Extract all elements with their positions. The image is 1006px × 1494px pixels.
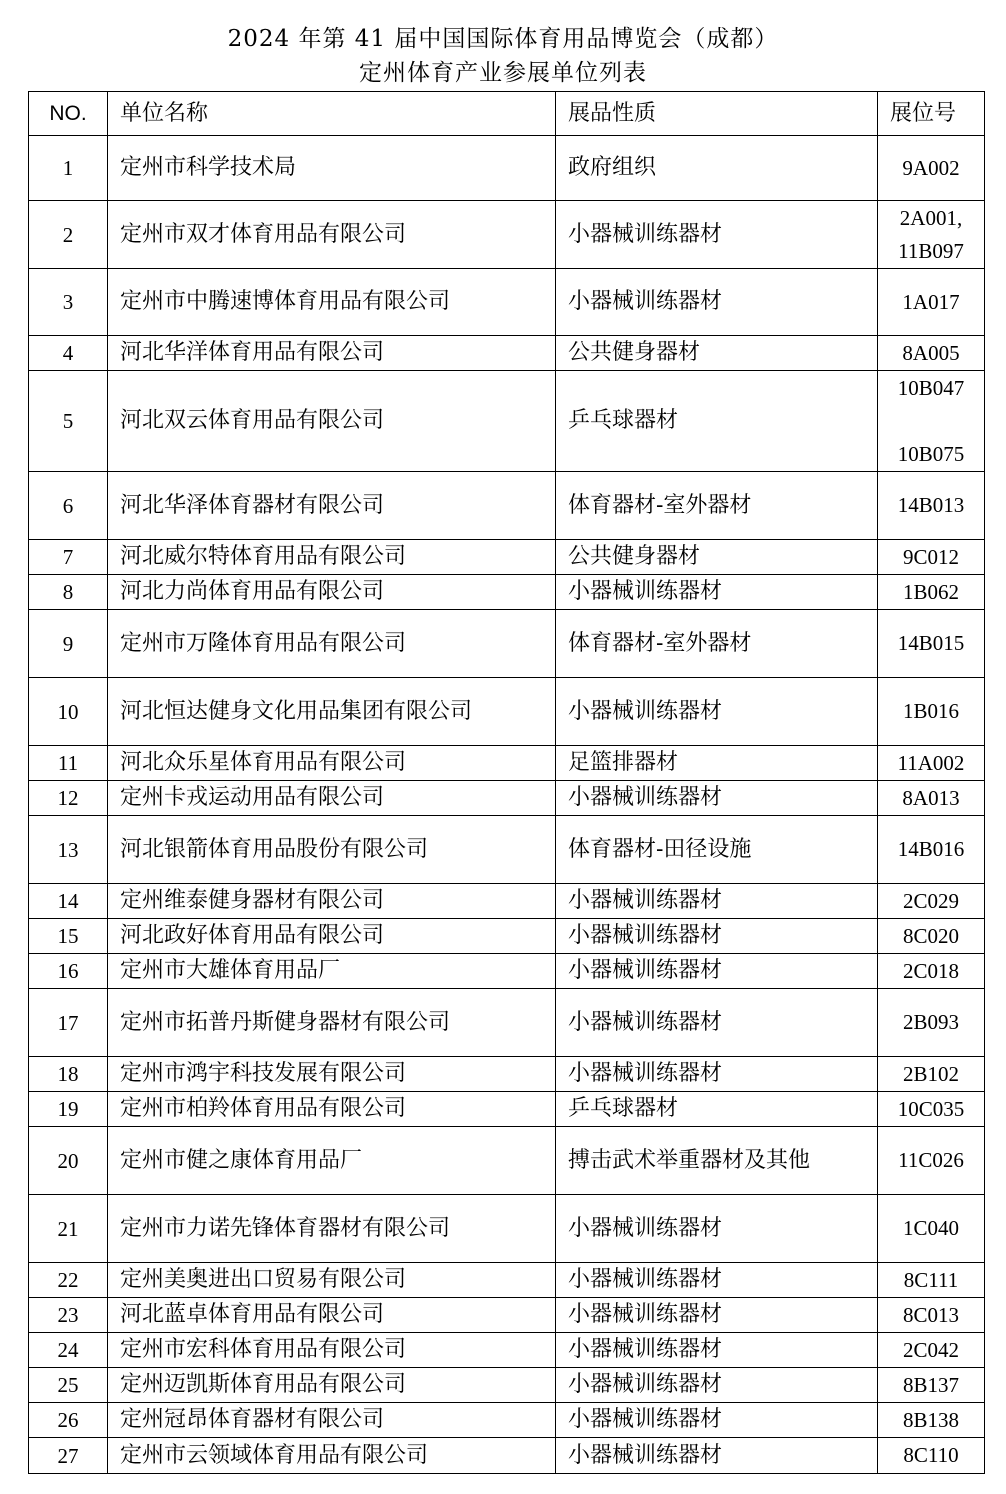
table-row bbox=[29, 1127, 985, 1195]
exhibit-type: 小器械训练器材 bbox=[556, 201, 878, 269]
booth-number bbox=[878, 269, 985, 336]
exhibit-type: 搏击武术举重器材及其他 bbox=[556, 1127, 878, 1195]
exhibit-type: 小器械训练器材 bbox=[556, 1298, 878, 1333]
table-row bbox=[29, 201, 985, 269]
company-name: 定州市柏羚体育用品有限公司 bbox=[108, 1092, 556, 1127]
booth-number bbox=[878, 336, 985, 371]
row-number: 2 bbox=[29, 201, 108, 269]
row-number: 6 bbox=[29, 472, 108, 540]
booth-number-line: 2A001, bbox=[899, 205, 963, 230]
row-number: 7 bbox=[29, 540, 108, 575]
table-row bbox=[29, 136, 985, 201]
exhibit-type: 体育器材-室外器材 bbox=[556, 610, 878, 678]
row-number: 27 bbox=[29, 1438, 108, 1474]
exhibit-type: 小器械训练器材 bbox=[556, 1333, 878, 1368]
table-row bbox=[29, 1333, 985, 1368]
exhibit-type: 小器械训练器材 bbox=[556, 269, 878, 336]
booth-number-line: 10B047 bbox=[897, 375, 965, 400]
booth-number-line: 2B102 bbox=[902, 1061, 959, 1086]
booth-number-line: 10C035 bbox=[897, 1096, 965, 1121]
booth-number bbox=[878, 816, 985, 884]
row-number: 11 bbox=[29, 746, 108, 781]
table-row bbox=[29, 954, 985, 989]
exhibit-type: 足篮排器材 bbox=[556, 746, 878, 781]
table-row bbox=[29, 781, 985, 816]
row-number: 23 bbox=[29, 1298, 108, 1333]
booth-number-line: 8B138 bbox=[902, 1407, 959, 1432]
booth-number-line: 8A013 bbox=[902, 785, 960, 810]
row-number: 20 bbox=[29, 1127, 108, 1195]
booth-number bbox=[878, 201, 985, 269]
booth-number-line: 14B013 bbox=[897, 493, 965, 517]
table-row bbox=[29, 678, 985, 746]
exhibit-type: 公共健身器材 bbox=[556, 336, 878, 371]
company-name: 河北恒达健身文化用品集团有限公司 bbox=[108, 678, 556, 746]
company-name: 河北众乐星体育用品有限公司 bbox=[108, 746, 556, 781]
booth-number-line: 10B075 bbox=[897, 441, 965, 466]
company-name: 河北华洋体育用品有限公司 bbox=[108, 336, 556, 371]
booth-number-line: 2C018 bbox=[902, 958, 959, 983]
table-row bbox=[29, 610, 985, 678]
company-name: 定州市力诺先锋体育器材有限公司 bbox=[108, 1195, 556, 1263]
company-name: 定州市大雄体育用品厂 bbox=[108, 954, 556, 989]
booth-number bbox=[878, 1368, 985, 1403]
exhibit-type: 小器械训练器材 bbox=[556, 575, 878, 610]
booth-number bbox=[878, 472, 985, 540]
table-row bbox=[29, 1403, 985, 1438]
booth-number bbox=[878, 1438, 985, 1474]
booth-number-line: 11B097 bbox=[898, 238, 964, 263]
booth-number bbox=[878, 954, 985, 989]
row-number: 18 bbox=[29, 1057, 108, 1092]
exhibit-type: 体育器材-田径设施 bbox=[556, 816, 878, 884]
row-number: 22 bbox=[29, 1263, 108, 1298]
table-row bbox=[29, 575, 985, 610]
booth-number bbox=[878, 1298, 985, 1333]
header-booth-number: 展位号 bbox=[878, 92, 985, 136]
company-name: 河北威尔特体育用品有限公司 bbox=[108, 540, 556, 575]
booth-number-line: 9C012 bbox=[902, 544, 959, 569]
booth-number bbox=[878, 746, 985, 781]
exhibit-type: 小器械训练器材 bbox=[556, 884, 878, 919]
company-name: 河北力尚体育用品有限公司 bbox=[108, 575, 556, 610]
booth-number bbox=[878, 781, 985, 816]
booth-number bbox=[878, 678, 985, 746]
table-body bbox=[29, 136, 985, 1474]
table-row bbox=[29, 269, 985, 336]
table-row bbox=[29, 746, 985, 781]
header-company-name: 单位名称 bbox=[108, 92, 556, 136]
exhibit-type: 小器械训练器材 bbox=[556, 1368, 878, 1403]
table-row bbox=[29, 1057, 985, 1092]
booth-number-line: 14B015 bbox=[897, 631, 965, 655]
exhibit-type: 小器械训练器材 bbox=[556, 954, 878, 989]
booth-number-line: 11C026 bbox=[898, 1148, 964, 1172]
company-name: 定州市宏科体育用品有限公司 bbox=[108, 1333, 556, 1368]
booth-number-line: 2C042 bbox=[902, 1337, 959, 1362]
booth-number bbox=[878, 540, 985, 575]
booth-number bbox=[878, 610, 985, 678]
row-number: 4 bbox=[29, 336, 108, 371]
company-name: 定州维泰健身器材有限公司 bbox=[108, 884, 556, 919]
company-name: 定州美奥进出口贸易有限公司 bbox=[108, 1263, 556, 1298]
exhibit-type: 政府组织 bbox=[556, 136, 878, 201]
table-row bbox=[29, 540, 985, 575]
company-name: 定州市科学技术局 bbox=[108, 136, 556, 201]
booth-number bbox=[878, 1195, 985, 1263]
table-row bbox=[29, 1298, 985, 1333]
exhibit-type: 乒乓球器材 bbox=[556, 371, 878, 472]
company-name: 定州迈凯斯体育用品有限公司 bbox=[108, 1368, 556, 1403]
exhibit-type: 小器械训练器材 bbox=[556, 1438, 878, 1474]
booth-number-line: 8C020 bbox=[902, 923, 959, 948]
row-number: 24 bbox=[29, 1333, 108, 1368]
booth-number bbox=[878, 1263, 985, 1298]
exhibit-type: 公共健身器材 bbox=[556, 540, 878, 575]
company-name: 河北华泽体育器材有限公司 bbox=[108, 472, 556, 540]
table-row bbox=[29, 336, 985, 371]
booth-number-line bbox=[878, 405, 984, 438]
booth-number-line: 1B016 bbox=[902, 699, 959, 723]
row-number: 9 bbox=[29, 610, 108, 678]
booth-number bbox=[878, 1403, 985, 1438]
document-title: 2024 年第 41 届中国国际体育用品博览会（成都） bbox=[227, 26, 779, 52]
company-name: 定州市云领域体育用品有限公司 bbox=[108, 1438, 556, 1474]
company-name: 河北政好体育用品有限公司 bbox=[108, 919, 556, 954]
company-name: 定州卡戎运动用品有限公司 bbox=[108, 781, 556, 816]
exhibit-type: 体育器材-室外器材 bbox=[556, 472, 878, 540]
row-number: 8 bbox=[29, 575, 108, 610]
company-name: 定州冠昂体育器材有限公司 bbox=[108, 1403, 556, 1438]
exhibit-type: 小器械训练器材 bbox=[556, 1263, 878, 1298]
exhibit-type: 小器械训练器材 bbox=[556, 1195, 878, 1263]
booth-number bbox=[878, 1333, 985, 1368]
booth-number bbox=[878, 1057, 985, 1092]
booth-number-line: 8C013 bbox=[902, 1302, 959, 1327]
booth-number-line: 14B016 bbox=[897, 837, 965, 861]
company-name: 河北蓝卓体育用品有限公司 bbox=[108, 1298, 556, 1333]
row-number: 14 bbox=[29, 884, 108, 919]
row-number: 15 bbox=[29, 919, 108, 954]
table-row bbox=[29, 1263, 985, 1298]
row-number: 13 bbox=[29, 816, 108, 884]
table-row bbox=[29, 472, 985, 540]
booth-number bbox=[878, 136, 985, 201]
booth-number-line: 8C111 bbox=[903, 1267, 959, 1292]
table-row bbox=[29, 1368, 985, 1403]
header-exhibit-type: 展品性质 bbox=[556, 92, 878, 136]
booth-number-line: 1A017 bbox=[902, 289, 960, 314]
row-number: 3 bbox=[29, 269, 108, 336]
row-number: 17 bbox=[29, 989, 108, 1057]
table-row bbox=[29, 1092, 985, 1127]
booth-number bbox=[878, 575, 985, 610]
row-number: 19 bbox=[29, 1092, 108, 1127]
row-number: 10 bbox=[29, 678, 108, 746]
row-number: 1 bbox=[29, 136, 108, 201]
row-number: 16 bbox=[29, 954, 108, 989]
table-row bbox=[29, 884, 985, 919]
booth-number bbox=[878, 371, 985, 472]
table-row bbox=[29, 989, 985, 1057]
exhibit-type: 小器械训练器材 bbox=[556, 919, 878, 954]
row-number: 5 bbox=[29, 371, 108, 472]
exhibit-type: 乒乓球器材 bbox=[556, 1092, 878, 1127]
company-name: 定州市双才体育用品有限公司 bbox=[108, 201, 556, 269]
table-row bbox=[29, 371, 985, 472]
booth-number-line: 8B137 bbox=[902, 1372, 959, 1397]
booth-number bbox=[878, 919, 985, 954]
company-name: 定州市健之康体育用品厂 bbox=[108, 1127, 556, 1195]
booth-number-line: 8A005 bbox=[902, 340, 960, 365]
row-number: 26 bbox=[29, 1403, 108, 1438]
row-number: 12 bbox=[29, 781, 108, 816]
booth-number-line: 2C029 bbox=[902, 888, 959, 913]
company-name: 定州市中腾速博体育用品有限公司 bbox=[108, 269, 556, 336]
table-row bbox=[29, 816, 985, 884]
booth-number-line: 2B093 bbox=[902, 1010, 959, 1034]
booth-number bbox=[878, 989, 985, 1057]
table-row bbox=[29, 1195, 985, 1263]
exhibit-type: 小器械训练器材 bbox=[556, 1403, 878, 1438]
booth-number-line: 1B062 bbox=[902, 579, 959, 604]
company-name: 河北银箭体育用品股份有限公司 bbox=[108, 816, 556, 884]
booth-number bbox=[878, 884, 985, 919]
table-header-row bbox=[29, 92, 985, 136]
exhibit-type: 小器械训练器材 bbox=[556, 678, 878, 746]
table-row bbox=[29, 1438, 985, 1474]
table-row bbox=[29, 919, 985, 954]
exhibitor-table bbox=[28, 91, 985, 1474]
company-name: 定州市拓普丹斯健身器材有限公司 bbox=[108, 989, 556, 1057]
booth-number-line: 9A002 bbox=[902, 155, 960, 180]
document-subtitle: 定州体育产业参展单位列表 bbox=[359, 60, 647, 86]
booth-number-line: 8C110 bbox=[903, 1443, 959, 1467]
exhibit-type: 小器械训练器材 bbox=[556, 781, 878, 816]
booth-number bbox=[878, 1127, 985, 1195]
row-number: 21 bbox=[29, 1195, 108, 1263]
exhibit-type: 小器械训练器材 bbox=[556, 1057, 878, 1092]
company-name: 定州市鸿宇科技发展有限公司 bbox=[108, 1057, 556, 1092]
header-no: NO. bbox=[29, 92, 108, 136]
booth-number bbox=[878, 1092, 985, 1127]
booth-number-line: 11A002 bbox=[897, 750, 965, 775]
exhibit-type: 小器械训练器材 bbox=[556, 989, 878, 1057]
company-name: 河北双云体育用品有限公司 bbox=[108, 371, 556, 472]
booth-number-line: 1C040 bbox=[902, 1216, 959, 1240]
row-number: 25 bbox=[29, 1368, 108, 1403]
company-name: 定州市万隆体育用品有限公司 bbox=[108, 610, 556, 678]
